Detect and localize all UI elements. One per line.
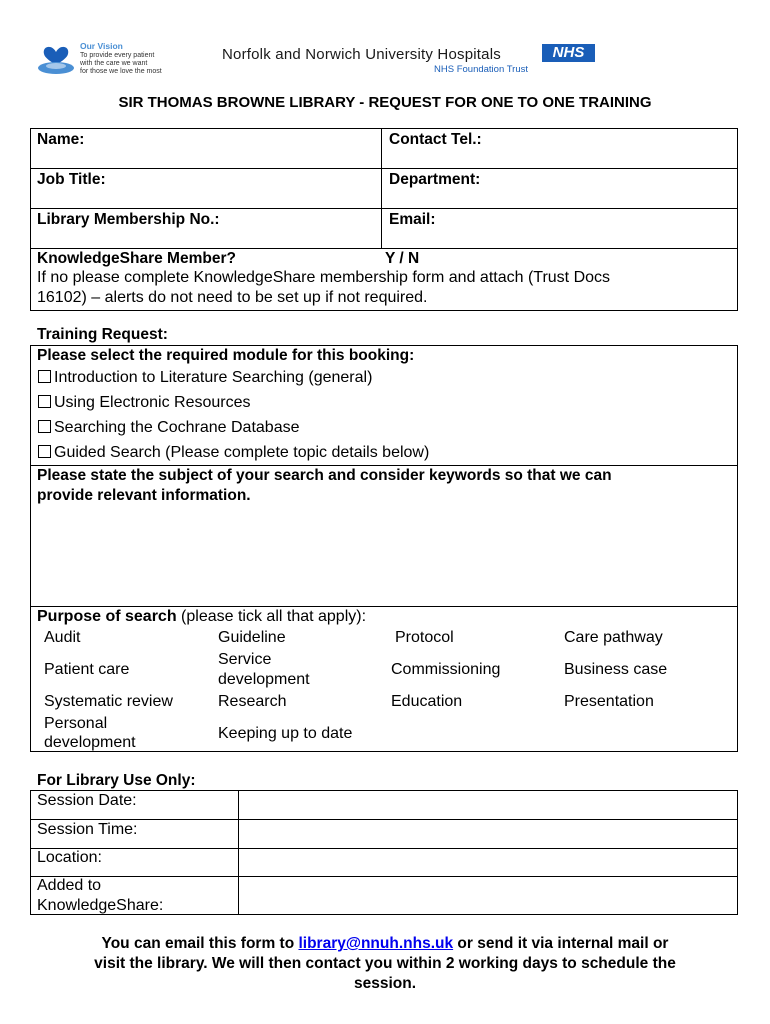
purpose-personal-development[interactable]: development bbox=[44, 734, 136, 751]
footer-line: visit the library. We will then contact you within 2 working days to schedule the bbox=[94, 955, 676, 972]
job-title-label: Job Title: bbox=[37, 171, 106, 188]
purpose-patient-care[interactable]: Patient care bbox=[44, 661, 130, 678]
session-date-label: Session Date: bbox=[37, 792, 137, 809]
ks-note: If no please complete KnowledgeShare membership form and attach (Trust Docs bbox=[37, 269, 611, 286]
module-option[interactable] bbox=[38, 369, 372, 387]
module-label: Guided Search (Please complete topic details below) bbox=[54, 444, 430, 461]
footer-line: session. bbox=[353, 975, 417, 992]
purpose-service-development[interactable]: Service bbox=[218, 651, 272, 668]
added-label: Added to bbox=[37, 877, 102, 894]
module-option[interactable] bbox=[38, 394, 251, 412]
yn-option[interactable]: Y / N bbox=[385, 250, 420, 267]
row-divider bbox=[30, 208, 738, 209]
added-label: KnowledgeShare: bbox=[37, 897, 164, 914]
purpose-service-development[interactable]: development bbox=[218, 671, 310, 688]
module-label: Using Electronic Resources bbox=[54, 394, 251, 411]
purpose-guideline[interactable]: Guideline bbox=[218, 629, 286, 646]
location-label: Location: bbox=[37, 849, 102, 866]
checkbox[interactable] bbox=[38, 370, 51, 383]
department-label: Department: bbox=[389, 171, 481, 188]
ks-note: 16102) – alerts do not need to be set up if not required. bbox=[37, 289, 428, 306]
heart-hands-logo-icon bbox=[36, 42, 76, 76]
session-time-field[interactable] bbox=[240, 820, 736, 847]
email-label: Email: bbox=[389, 211, 436, 228]
purpose-audit[interactable]: Audit bbox=[44, 629, 81, 646]
session-time-label: Session Time: bbox=[37, 821, 138, 838]
purpose-personal-development[interactable]: Personal bbox=[44, 715, 108, 732]
subject-instructions: provide relevant information. bbox=[37, 487, 251, 504]
module-select-label: Please select the required module for this booking: bbox=[37, 347, 415, 364]
column-divider bbox=[238, 790, 239, 915]
membership-label: Library Membership No.: bbox=[37, 211, 220, 228]
purpose-label bbox=[37, 608, 366, 626]
purpose-systematic-review[interactable]: Systematic review bbox=[44, 693, 173, 710]
checkbox[interactable] bbox=[38, 420, 51, 433]
module-label: Searching the Cochrane Database bbox=[54, 419, 300, 436]
location-field[interactable] bbox=[240, 849, 736, 875]
session-date-field[interactable] bbox=[240, 791, 736, 818]
purpose-label-bold: Purpose of search bbox=[37, 608, 177, 625]
purpose-keeping-up-to-date[interactable]: Keeping up to date bbox=[218, 725, 353, 742]
row-divider bbox=[30, 465, 738, 466]
purpose-presentation[interactable]: Presentation bbox=[564, 693, 654, 710]
purpose-hint: (please tick all that apply): bbox=[176, 608, 367, 625]
purpose-business-case[interactable]: Business case bbox=[564, 661, 668, 678]
checkbox[interactable] bbox=[38, 445, 51, 458]
module-label: Introduction to Literature Searching (general) bbox=[54, 369, 373, 386]
module-option[interactable] bbox=[38, 444, 429, 462]
footer-text bbox=[30, 934, 740, 994]
library-use-heading: For Library Use Only: bbox=[37, 772, 196, 789]
column-divider bbox=[381, 128, 382, 248]
ks-member-label: KnowledgeShare Member? bbox=[37, 250, 236, 267]
module-option[interactable] bbox=[38, 419, 300, 437]
contact-label: Contact Tel.: bbox=[389, 131, 482, 148]
row-divider bbox=[30, 606, 738, 607]
footer-part: You can email this form to bbox=[101, 935, 299, 952]
training-heading: Training Request: bbox=[37, 326, 168, 343]
added-field[interactable] bbox=[240, 877, 736, 914]
trust-name: NHS Foundation Trust bbox=[434, 64, 528, 75]
checkbox[interactable] bbox=[38, 395, 51, 408]
purpose-care-pathway[interactable]: Care pathway bbox=[564, 629, 663, 646]
subject-instructions: Please state the subject of your search and consider keywords so that we can bbox=[37, 467, 612, 484]
footer-line bbox=[30, 934, 740, 954]
purpose-research[interactable]: Research bbox=[218, 693, 287, 710]
purpose-education[interactable]: Education bbox=[391, 693, 463, 710]
vision-title: Our Vision bbox=[80, 41, 123, 51]
page-title: SIR THOMAS BROWNE LIBRARY - REQUEST FOR ONE TO ONE TRAINING bbox=[118, 94, 652, 111]
vision-line: for those we love the most bbox=[80, 68, 162, 75]
purpose-commissioning[interactable]: Commissioning bbox=[391, 661, 501, 678]
row-divider bbox=[30, 168, 738, 169]
nhs-logo: NHS bbox=[542, 44, 595, 62]
subject-text-area[interactable] bbox=[36, 510, 732, 600]
footer-part: or send it via internal mail or bbox=[453, 935, 669, 952]
purpose-protocol[interactable]: Protocol bbox=[395, 629, 454, 646]
library-email-link[interactable]: library@nnuh.nhs.uk bbox=[298, 935, 454, 952]
vision-line: To provide every patient bbox=[80, 52, 155, 59]
vision-line: with the care we want bbox=[80, 60, 148, 67]
row-divider bbox=[30, 248, 738, 249]
hospital-name: Norfolk and Norwich University Hospitals bbox=[222, 46, 501, 63]
name-label: Name: bbox=[37, 131, 85, 148]
